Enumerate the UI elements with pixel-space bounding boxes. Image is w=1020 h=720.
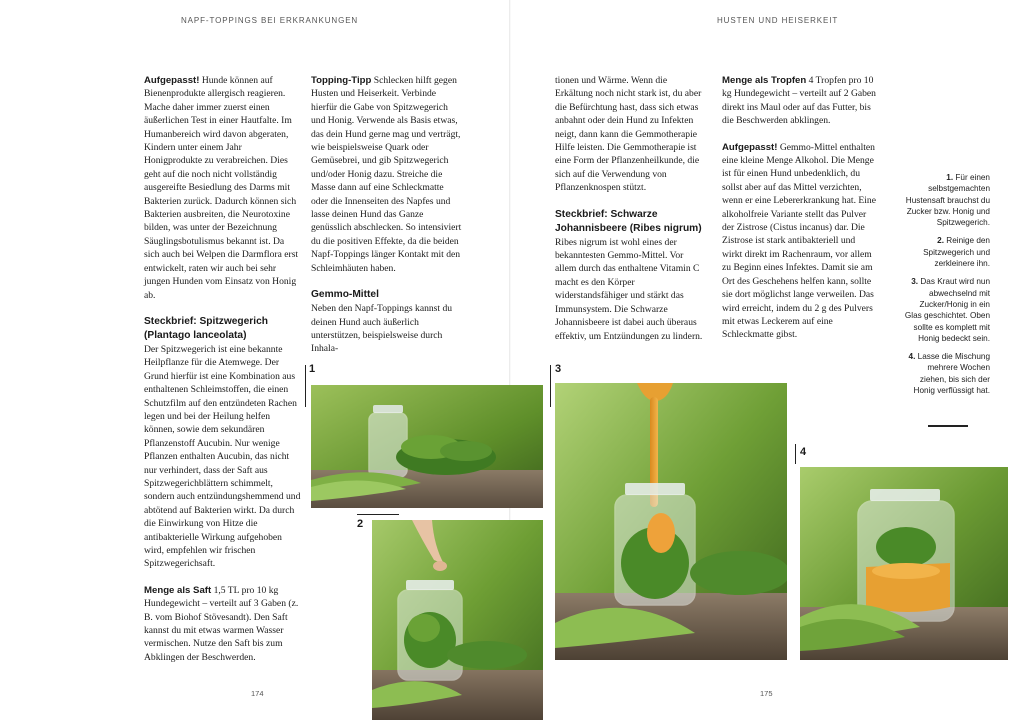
- step-text: Reinige den Spitzwegerich und zerkleinere ihn.: [923, 236, 990, 269]
- honey-jar-photo: [800, 467, 1008, 660]
- paragraph-spitzwegerich: Der Spitzwegerich ist eine bekannte Heilpflanze für die Atemwege. Der Grund hierfür ist eine Kombination aus enthaltenen Schleimstoffen, die einen Schutzfilm auf den entzündeten Rachen legen und bei der Heilung helfen können, sowie dem sekundären Pflanzenstoff Aucubin. Nur wenige Pflanzen enthalten Aucubin, das nicht nur verhindert, dass der Saft aus Spitzwegerichblättern schimmelt, sondern auch entzündungshemmend und abtötend auf Bakterien wirkt. Da durch die Einwirkung von Hitze die antibakterielle Wirkung aufgehoben wird, empfehlen wir frischen Spitzwegerichsaft.: [144, 343, 301, 570]
- herb-jar-hand-photo: [372, 520, 543, 720]
- figure-4-rule: [795, 444, 796, 464]
- paragraph-text: Schlecken hilft gegen Husten und Heiserkeit. Verbinde hierfür die Gabe von Spitzwegerich und Honig. Verwende als Basis etwas, das dein Hund gerne mag und verträgt, wie beispielsweise Quark oder Gemüsebrei, und gib Spitzwegerich und/oder Honig dazu. Streiche die Masse dann auf eine Schleckmatte oder die Innenseiten des Napfes und lasse deinen Hund das Ganze genüsslich abschlecken. So intensiviert du die positiven Effekte, da die beiden Napf-Toppings länger Kontakt mit den Schleimhäuten haben.: [311, 75, 462, 274]
- paragraph-gemmo-intro: Neben den Napf-Toppings kannst du deinen Hund auch äußerlich unterstützen, beispielsweise durch Inhala-: [311, 303, 453, 355]
- text-column-4: [722, 74, 877, 355]
- step-text: Für einen selbstgemachten Hustensaft brauchst du Zucker bzw. Honig und Spitzwegerich.: [905, 173, 990, 228]
- paragraph-text: Hunde können auf Bienenprodukte allergisch reagieren. Mache daher immer zuerst einen äußerlichen Test in einer Hautfalte. Im Humanbereich wird davon abgeraten, Kindern unter einem Jahr Honigprodukte zu verabreichen. Dies geht auf die noch nicht vollständig ausgereifte Besiedlung des Darms mit Bakterien zurück. Dadurch können sich Bakterien ausbreiten, die Neurotoxine bilden, was unter der Bezeichnung Säuglingsbotulismus bekannt ist. Da sich auch bei Welpen die Darmflora erst entwickelt, raten wir auch bei sehr jungen Hunden vom Einsatz von Honig ab.: [144, 75, 299, 301]
- step-item: [902, 276, 990, 344]
- step-item: [902, 351, 990, 396]
- running-head-right: HUSTEN UND HEISERKEIT: [717, 16, 839, 25]
- herb-jar-photo: [311, 385, 543, 508]
- step-number: 1.: [946, 173, 954, 182]
- honey-pour-photo: [555, 383, 787, 660]
- text-column-2: [311, 74, 463, 369]
- inline-label-caution: Aufgepasst!: [144, 75, 200, 86]
- step-text: Das Kraut wird nun abwechselnd mit Zucker/Honig in ein Glas geschichtet. Oben sollte es komplett mit Honig bedeckt sein.: [904, 277, 990, 343]
- paragraph-text: Gemmo-Mittel enthalten eine kleine Menge Alkohol. Die Menge ist für einen Hund unbedenklich, du sollst aber auf das Mittel verzichten, wenn er eine Lebererkrankung hat. Eine alkoholfreie Variante stellt das Pulver der Zistrose (Cistus incanus) dar. Die Zistrose ist stark antibakteriell und wirkt direkt im Rachenraum, vor allem zu Beginn eines Infektes. Damit sie am Ort des Geschehens helfen kann, sollte sie dort möglichst lange verweilen. Das wird erreicht, indem du 2 g des Pulvers mit etwas Leckerem auf eine Schleckmatte gibst.: [722, 141, 876, 341]
- figure-2-rule: [357, 514, 399, 515]
- step-number: 3.: [911, 277, 919, 287]
- text-column-3: [555, 74, 707, 356]
- heading-gemmo-mittel: Gemmo-Mittel: [311, 289, 379, 301]
- inline-label-caution: Aufgepasst!: [722, 141, 778, 153]
- figure-3-number: 3: [555, 363, 562, 375]
- paragraph-text: 4 Tropfen pro 10 kg Hundegewicht – verteilt auf 2 Gaben direkt ins Maul oder auf das Futter, bis die Beschwerden abklingen.: [722, 75, 876, 127]
- step-number: 4.: [908, 352, 916, 362]
- heading-ribes-nigrum: Steckbrief: Schwarze Johannisbeere (Ribes nigrum): [555, 208, 702, 234]
- inline-label-topping-tip: Topping-Tipp: [311, 75, 372, 86]
- paragraph-amount-drops: [722, 74, 877, 128]
- paragraph-ribes-nigrum: Ribes nigrum ist wohl eines der bekanntesten Gemmo-Mittel. Vor allem durch das enthaltene Vitamin C macht es den Körper widerstandsfähiger und stärkt das Immunsystem. Die Schwarze Johannisbeere ist dabei auch überaus effektiv, um Entzündungen zu lindern.: [555, 236, 703, 342]
- paragraph-text: 1,5 TL pro 10 kg Hundegewicht – verteilt auf 3 Gaben (z. B. vom Biohof Stövesandt). Den Saft kannst du mit etwas warmen Wasser vermischen. Nutze den Saft bis zum Abklingen der Beschwerden.: [144, 584, 299, 663]
- figure-1-number: 1: [309, 363, 316, 375]
- inline-label-amount-drops: Menge als Tropfen: [722, 75, 807, 86]
- step-item: [902, 172, 990, 228]
- sidebar-instructions: [902, 172, 990, 403]
- page-number-left: 174: [251, 689, 264, 698]
- running-head-left: NAPF-TOPPINGS BEI ERKRANKUNGEN: [181, 16, 359, 25]
- paragraph-gemmo-continued: tionen und Wärme. Wenn die Erkältung noch nicht stark ist, du aber die Befürchtung hast, dass sich etwas anbahnt oder dein Hund zu Infekten neigt, dann kann die Gemmotherapie Hilfe leisten. Die Gemmotherapie ist eine Form der Pflanzenheilkunde, die sich auf die Verwendung von Pflanzenknospen stützt.: [555, 75, 702, 194]
- figure-4-number: 4: [800, 446, 807, 458]
- step-text: Lasse die Mischung mehrere Wochen ziehen, bis sich der Honig verflüssigt hat.: [913, 352, 990, 396]
- page-number-right: 175: [760, 689, 773, 698]
- paragraph-topping-tip: [311, 74, 463, 275]
- paragraph-caution-alcohol: [722, 141, 877, 342]
- step-number: 2.: [937, 236, 945, 246]
- paragraph-amount-juice: [144, 584, 302, 664]
- figure-1-rule: [305, 365, 306, 407]
- inline-label-amount-juice: Menge als Saft: [144, 584, 212, 596]
- paragraph-caution-honey: [144, 74, 302, 302]
- step-item: [902, 235, 990, 269]
- sidebar-rule: [928, 425, 968, 427]
- step-list: [902, 172, 990, 396]
- heading-spitzwegerich: Steckbrief: Spitzwegerich (Plantago lanceolata): [144, 315, 268, 341]
- text-column-1: [144, 74, 302, 677]
- figure-2-number: 2: [357, 518, 364, 530]
- figure-3-rule: [550, 365, 551, 407]
